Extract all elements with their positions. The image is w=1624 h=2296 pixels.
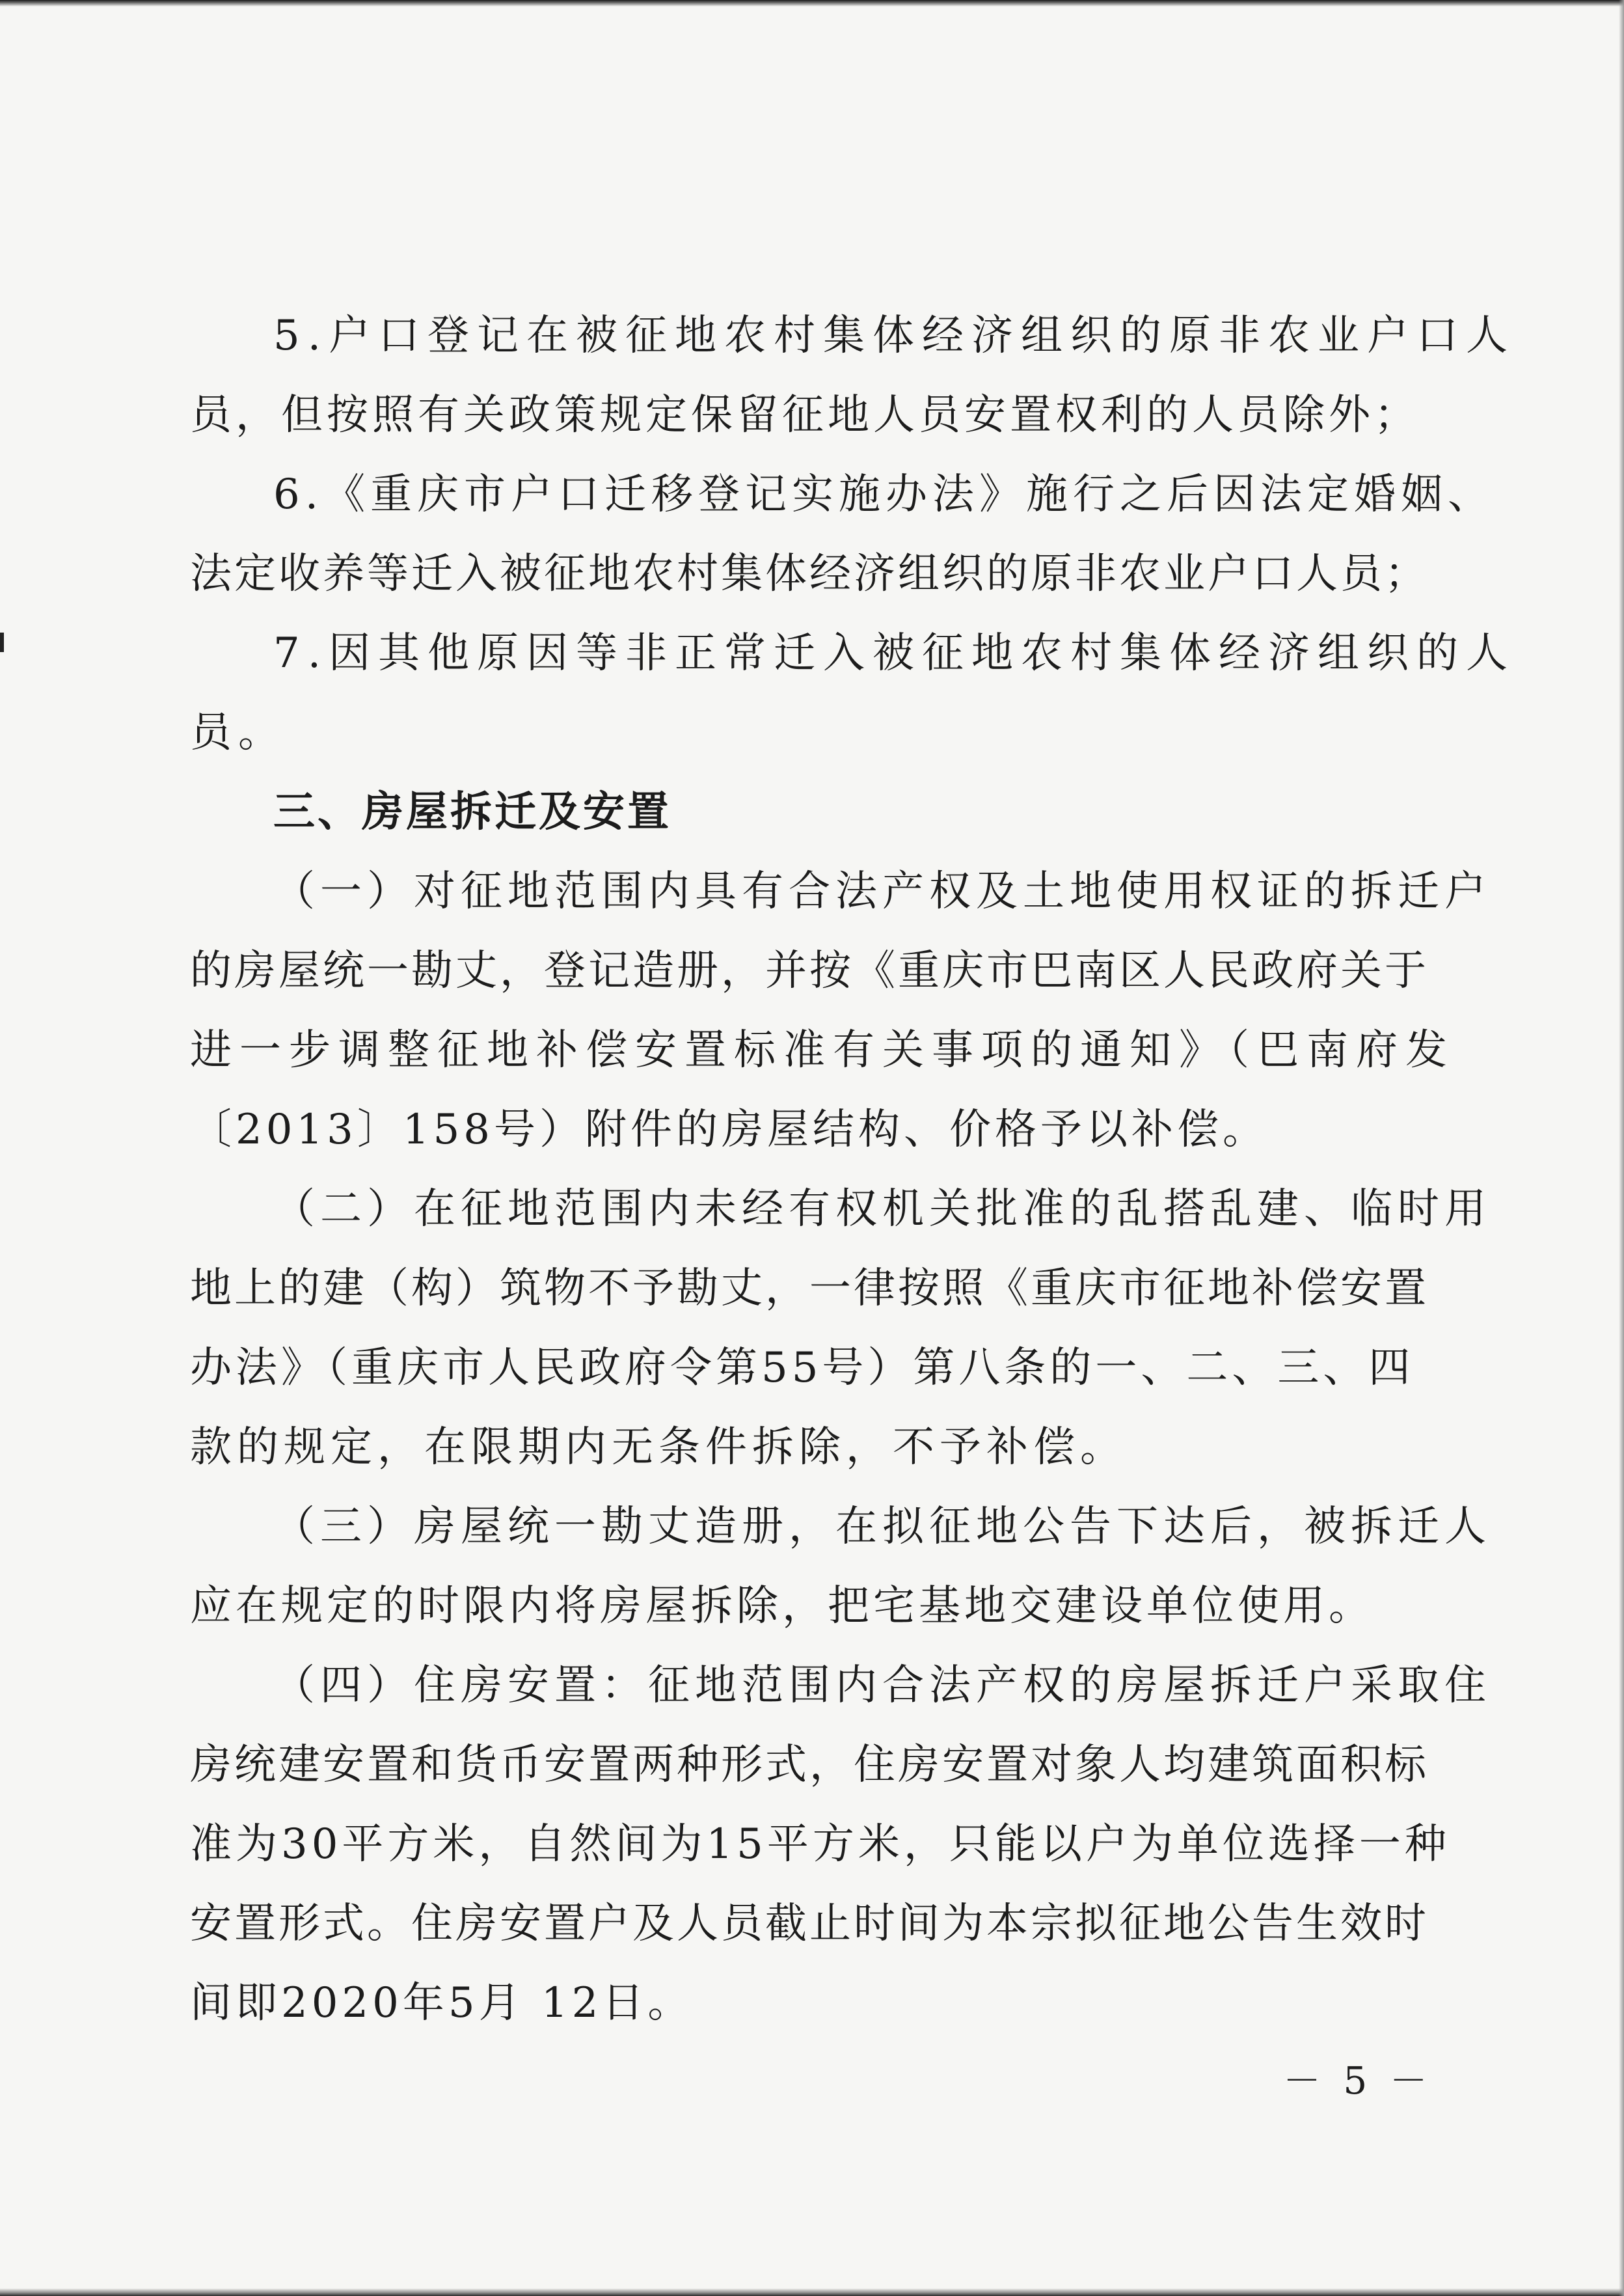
paragraph-4-line-4: 安置形式。住房安置户及人员截止时间为本宗拟征地公告生效时: [190, 1900, 1429, 1948]
paragraph-2-line-2: 地上的建（构）筑物不予勘丈，一律按照《重庆市征地补偿安置: [190, 1264, 1429, 1313]
paragraph-4-line-3: 准为30平方米，自然间为15平方米，只能以户为单位选择一种: [190, 1820, 1450, 1868]
paragraph-item-6-line-2: 法定收养等迁入被征地农村集体经济组织的原非农业户口人员；: [190, 550, 1429, 598]
paragraph-4-line-5: 间即2020年5月 12日。: [190, 1979, 694, 2027]
paragraph-3-line-1: （三）房屋统一勘丈造册，在拟征地公告下达后，被拆迁人: [273, 1503, 1491, 1551]
paragraph-1-line-2: 的房屋统一勘丈，登记造册，并按《重庆市巴南区人民政府关于: [190, 947, 1429, 995]
paragraph-1-line-4: 〔2013〕158号）附件的房屋结构、价格予以补偿。: [190, 1106, 1269, 1154]
paragraph-4-line-2: 房统建安置和货币安置两种形式，住房安置对象人均建筑面积标: [190, 1741, 1429, 1789]
binding-mark: [0, 633, 4, 652]
paragraph-item-6-line-1: 6.《重庆市户口迁移登记实施办法》施行之后因法定婚姻、: [273, 471, 1495, 519]
paragraph-item-5-line-1: 5.户口登记在被征地农村集体经济组织的原非农业户口人: [273, 312, 1516, 360]
paragraph-2-line-4: 款的规定，在限期内无条件拆除，不予补偿。: [190, 1423, 1127, 1471]
section-heading: 三、房屋拆迁及安置: [273, 788, 671, 836]
paragraph-item-7-line-1: 7.因其他原因等非正常迁入被征地农村集体经济组织的人: [273, 629, 1516, 677]
page-number: － 5 －: [1283, 2058, 1433, 2103]
paragraph-1-line-1: （一）对征地范围内具有合法产权及土地使用权证的拆迁户: [273, 868, 1491, 916]
paragraph-1-line-3: 进一步调整征地补偿安置标准有关事项的通知》（巴南府发: [190, 1026, 1455, 1074]
document-body: [190, 296, 1516, 2043]
scan-edge-bottom: [0, 2288, 1624, 2296]
paragraph-2-line-1: （二）在征地范围内未经有权机关批准的乱搭乱建、临时用: [273, 1185, 1491, 1233]
paragraph-3-line-2: 应在规定的时限内将房屋拆除，把宅基地交建设单位使用。: [190, 1582, 1374, 1630]
scan-edge-right: [1619, 0, 1624, 2296]
scan-edge-top: [0, 0, 1624, 7]
paragraph-4-line-1: （四）住房安置：征地范围内合法产权的房屋拆迁户采取住: [273, 1661, 1491, 1710]
paragraph-item-5-line-2: 员，但按照有关政策规定保留征地人员安置权利的人员除外；: [190, 391, 1420, 439]
paragraph-item-7-line-2: 员。: [190, 709, 286, 757]
paragraph-2-line-3: 办法》（重庆市人民政府令第55号）第八条的一、二、三、四: [190, 1344, 1414, 1392]
